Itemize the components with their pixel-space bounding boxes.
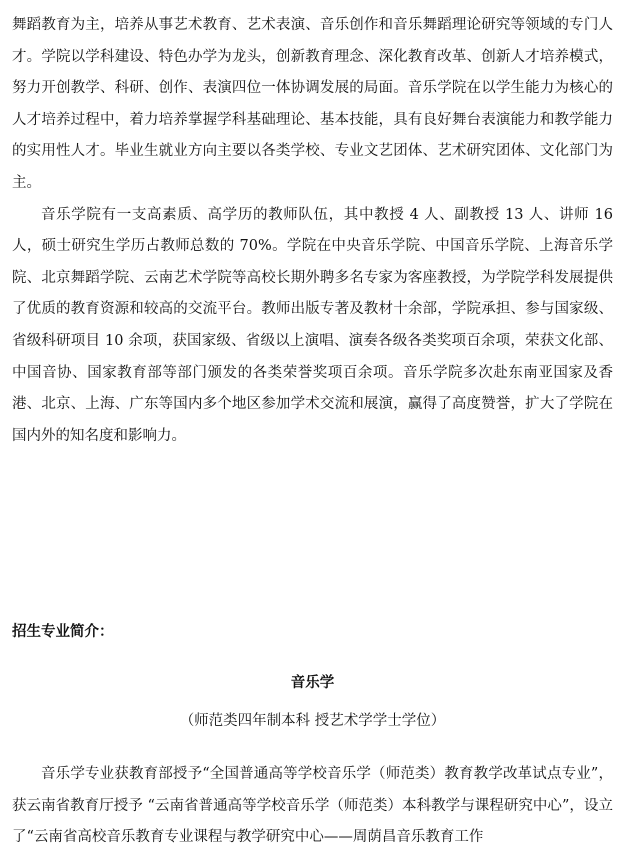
major-subtitle: （师范类四年制本科 授艺术学学士学位）: [179, 713, 446, 729]
major-description: 音乐学专业获教育部授予“全国普通高等学校音乐学（师范类）教育教学改革试点专业”，获云南省教育厅授予 “云南省普通高等学校音乐学（师范类）本科教学与课程研究中心”，设立了“云南省高校音乐教育专业课程与教学研究中心——周荫昌音乐教育工作: [12, 766, 613, 846]
major-title: 音乐学: [290, 675, 335, 691]
intro-paragraph-1: 舞蹈教育为主，培养从事艺术教育、艺术表演、音乐创作和音乐舞蹈理论研究等领域的专门人才。学院以学科建设、特色办学为龙头，创新教育理念、深化教育改革、创新人才培养模式，努力开创教学、科研、创作、表演四位一体协调发展的局面。音乐学院在以学生能力为核心的人才培养过程中，着力培养掌握学科基础理论、基本技能，具有良好舞台表演能力和教学能力的实用性人才。毕业生就业方向主要以各类学校、专业文艺团体、艺术研究团体、文化部门为主。: [12, 17, 613, 191]
section-heading: 招生专业简介：: [12, 624, 114, 640]
intro-paragraph-2: 音乐学院有一支高素质、高学历的教师队伍，其中教授 4 人、副教授 13 人、讲师 16 人，硕士研究生学历占教师总数的 70%。学院在中央音乐学院、中国音乐学院、上海音乐学院、北京舞蹈学院、云南艺术学院等高校长期外聘多名专家为客座教授，为学院学科发展提供了优质的教育资源和较高的交流平台。教师出版专著及教材十余部，学院承担、参与国家级、省级科研项目 10 余项，获国家级、省级以上演唱、演奏各级各类奖项百余项，荣获文化部、中国音协、国家教育部等部门颁发的各类荣誉奖项百余项。音乐学院多次赴东南亚国家及香港、北京、上海、广东等国内多个地区参加学术交流和展演，赢得了高度赞誉，扩大了学院在国内外的知名度和影响力。: [12, 206, 613, 444]
document-page: [12, 0, 613, 846]
